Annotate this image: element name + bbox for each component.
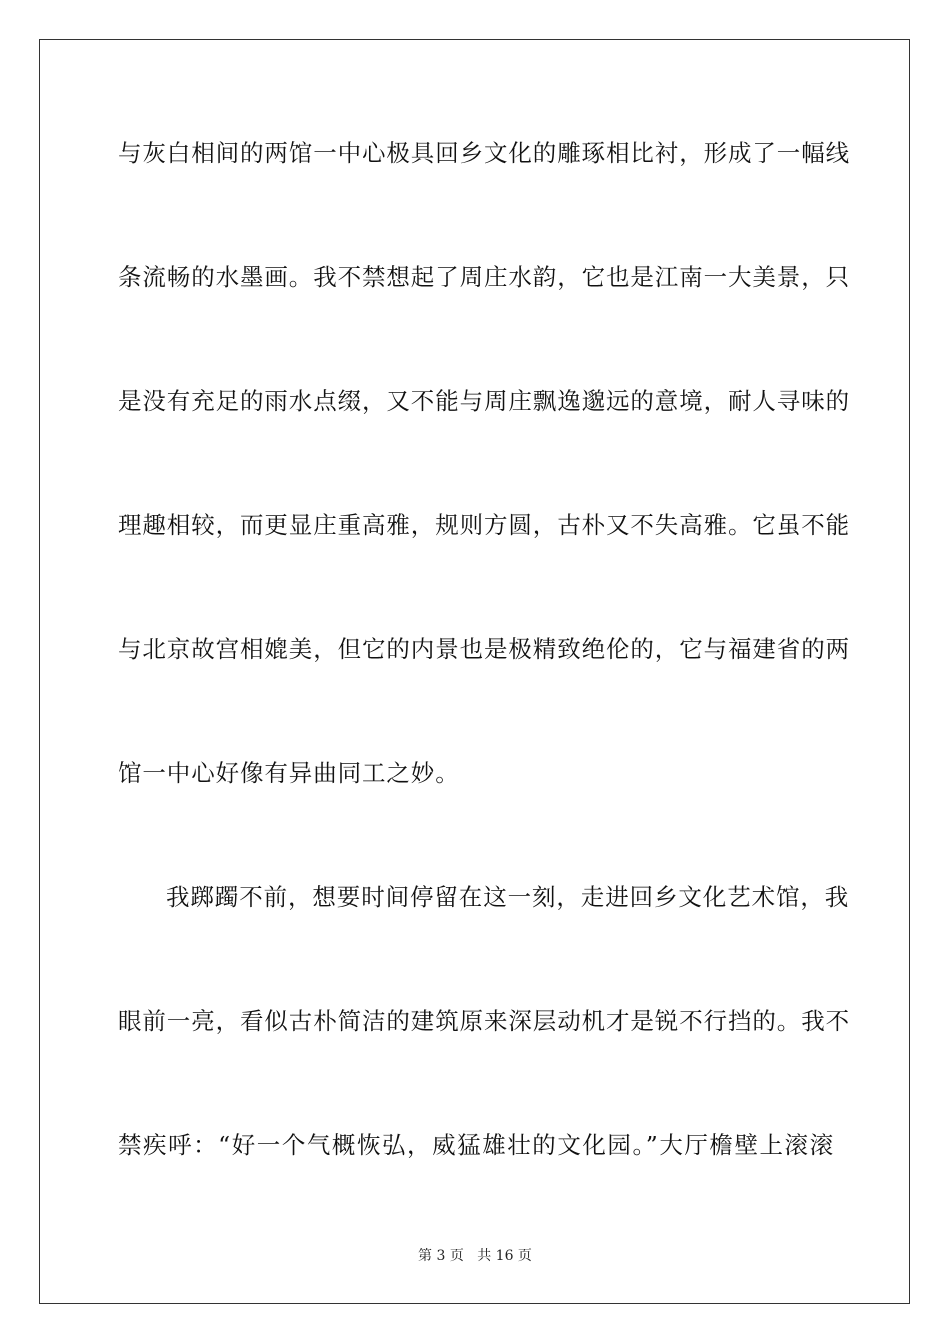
page-frame bbox=[39, 39, 910, 1304]
text-line: 条流畅的水墨画。我不禁想起了周庄水韵，它也是江南一大美景，只 bbox=[118, 263, 850, 291]
text-line: 与北京故宫相媲美，但它的内景也是极精致绝伦的，它与福建省的两 bbox=[118, 635, 850, 663]
page-number: 第 3 页 bbox=[418, 1248, 464, 1264]
text-line: 理趣相较，而更显庄重高雅，规则方圆，古朴又不失高雅。它虽不能 bbox=[118, 511, 850, 539]
text-line: 是没有充足的雨水点缀，又不能与周庄飘逸邈远的意境，耐人寻味的 bbox=[118, 387, 850, 415]
text-line: 禁疾呼：“好一个气概恢弘，威猛雄壮的文化园。”大厅檐壁上滚滚 bbox=[118, 1131, 834, 1159]
page-footer bbox=[0, 1246, 950, 1266]
text-line: 馆一中心好像有异曲同工之妙。 bbox=[118, 759, 460, 787]
page-total: 共 16 页 bbox=[477, 1248, 532, 1264]
paragraph-first-line: 我踯躅不前，想要时间停留在这一刻，走进回乡文化艺术馆，我 bbox=[166, 883, 850, 911]
text-line: 与灰白相间的两馆一中心极具回乡文化的雕琢相比衬，形成了一幅线 bbox=[118, 139, 850, 167]
text-line: 眼前一亮，看似古朴简洁的建筑原来深层动机才是锐不行挡的。我不 bbox=[118, 1007, 850, 1035]
